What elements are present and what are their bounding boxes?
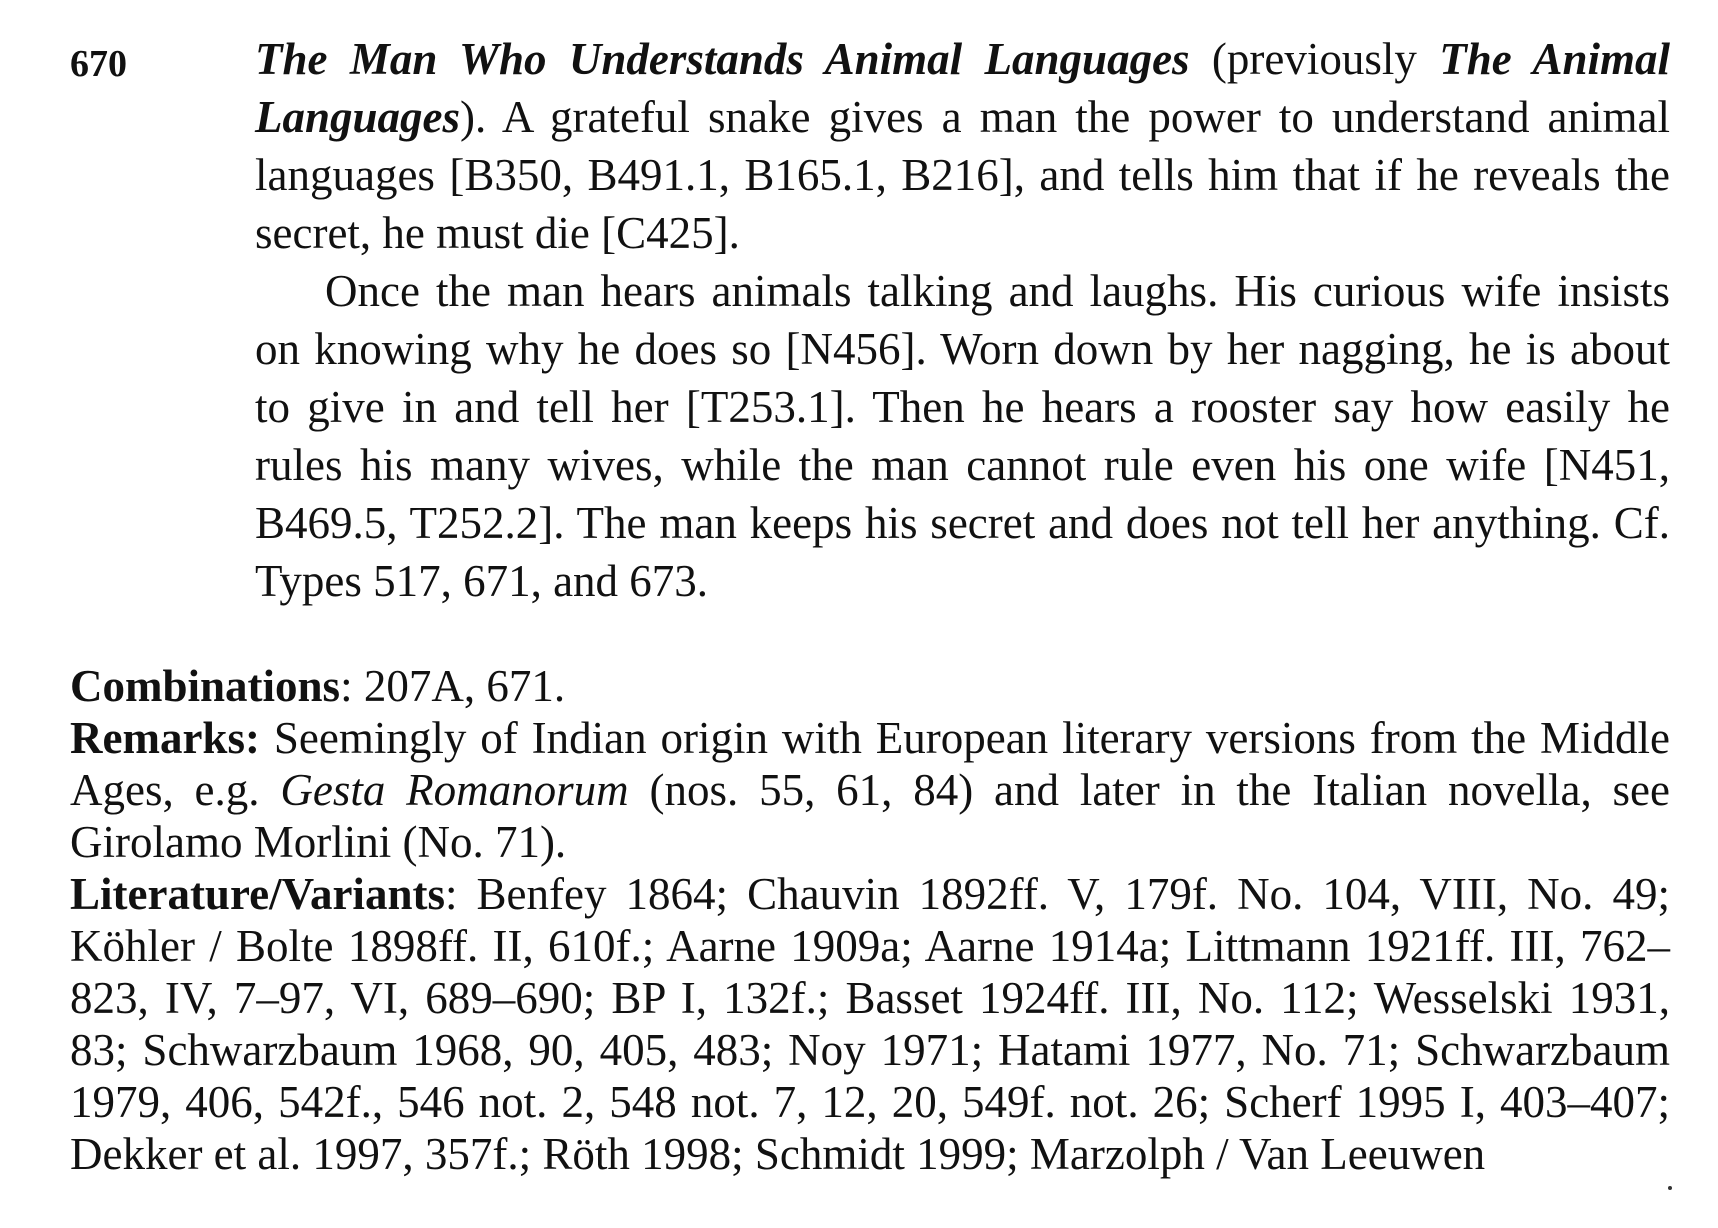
literature-label: Literature/Variants	[70, 869, 445, 919]
remarks-paragraph	[70, 712, 1670, 868]
entry-notes	[70, 660, 1670, 1180]
combinations-text: : 207A, 671.	[340, 661, 566, 711]
remarks-text-after: (nos. 55, 61, 84) and later in the Italian novella, see Girolamo Morlini (No. 71).	[70, 765, 1670, 867]
scan-speck	[1668, 1186, 1672, 1190]
combinations-label: Combinations	[70, 661, 341, 711]
type-title: The Man Who Understands Animal Languages	[255, 34, 1190, 84]
previous-title-open: (previously	[1189, 34, 1440, 84]
literature-text: : Benfey 1864; Chauvin 1892ff. V, 179f. No. 104, VIII, No. 49; Köhler / Bolte 1898ff. II, 610f.; Aarne 1909a; Aarne 1914a; Littmann 1921ff. III, 762–823, IV, 7–97, VI, 689–690; BP I, 132f.; Basset 1924ff. III, No. 112; Wesselski 1931, 83; Schwarzbaum 1968, 90, 405, 483; Noy 1971; Hatami 1977, No. 71; Schwarzbaum 1979, 406, 542f., 546 not. 2, 548 not. 7, 12, 20, 549f. not. 26; Scherf 1995 I, 403–407; Dekker et al. 1997, 357f.; Röth 1998; Schmidt 1999; Marzolph / Van Leeuwen	[70, 869, 1670, 1179]
summary-paragraph-2: Once the man hears animals talking and laughs. His curious wife insists on knowing why he does so [N456]. Worn down by her nagging, he is about to give in and tell her [T253.1]. Then he hears a rooster say how easily he rules his many wives, while the man cannot rule even his one wife [N451, B469.5, T252.2]. The man keeps his secret and does not tell her anything. Cf. Types 517, 671, and 673.	[255, 266, 1670, 606]
remarks-italic-title: Gesta Romanorum	[280, 765, 629, 815]
entry-summary	[255, 30, 1670, 610]
remarks-label: Remarks:	[70, 713, 260, 763]
summary-text-1: A grateful snake gives a man the power to understand animal languages [B350, B491.1, B165.1, B216], and tells him that if he reveals the secret, he must die [C425].	[255, 92, 1670, 258]
literature-paragraph	[70, 868, 1670, 1180]
combinations-line	[70, 660, 1670, 712]
remarks-text-before: Seemingly of Indian origin with European literary versions from the Middle Ages, e.g.	[70, 713, 1670, 815]
previous-title-close: ).	[460, 92, 487, 142]
summary-paragraph-1	[255, 30, 1670, 262]
type-number: 670	[70, 43, 127, 85]
previous-title: The Animal Languages	[255, 34, 1670, 142]
